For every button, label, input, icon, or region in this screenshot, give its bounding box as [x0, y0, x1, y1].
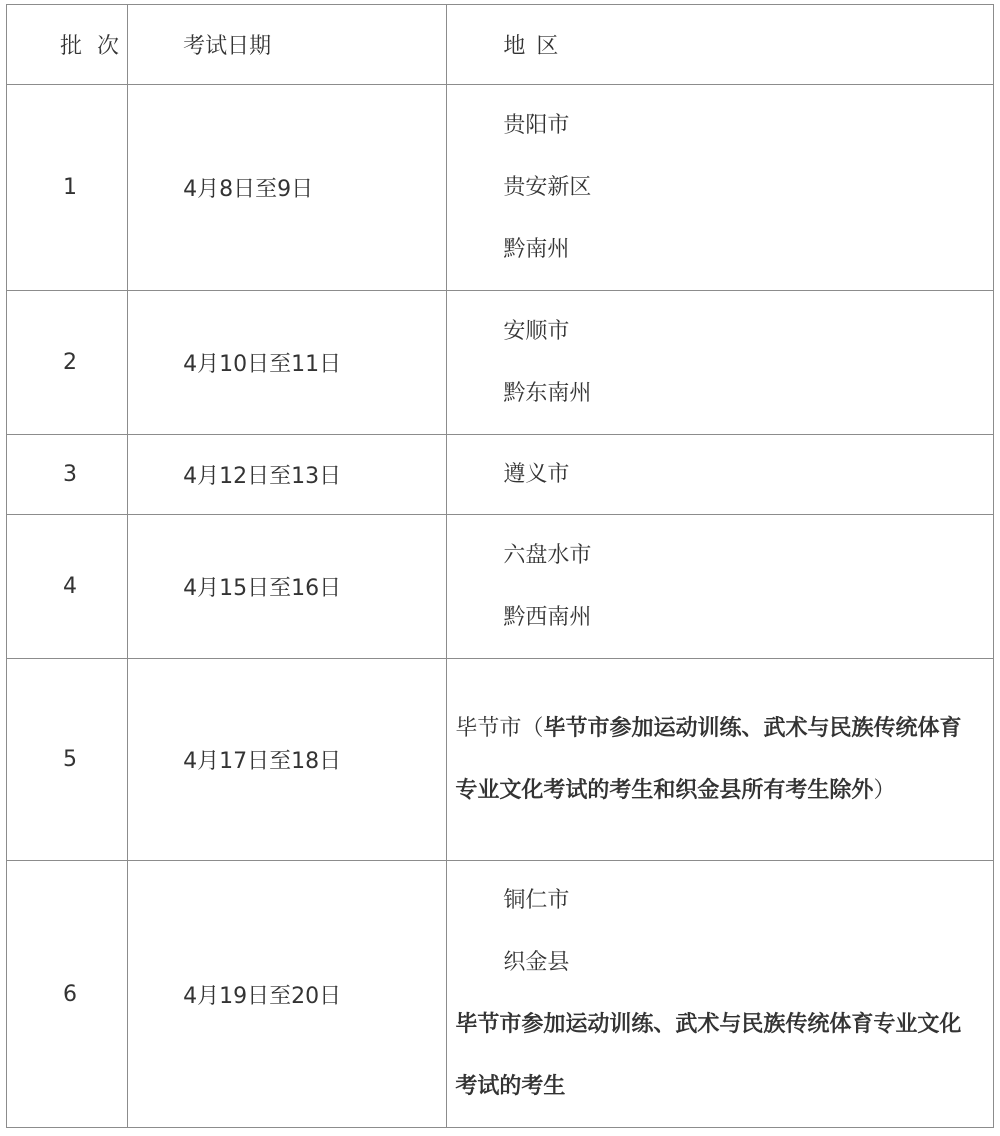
header-date: 考试日期 — [128, 5, 447, 85]
header-row — [7, 5, 994, 85]
header-region: 地 区 — [447, 5, 994, 85]
region-name: 黔西南州 — [503, 604, 592, 630]
region-suffix: ） — [873, 777, 896, 803]
region-cell — [447, 435, 994, 515]
region-name: 织金县 — [503, 950, 570, 975]
table-row — [7, 85, 994, 291]
region-cell — [447, 85, 994, 291]
region-cell — [447, 861, 994, 1128]
region-cell — [447, 659, 994, 861]
batch-number: 3 — [7, 435, 128, 515]
table-row — [7, 861, 994, 1128]
region-name: 铜仁市 — [503, 888, 570, 913]
table-row — [7, 659, 994, 861]
table-row — [7, 291, 994, 435]
region-prefix: 毕节市（ — [455, 715, 544, 741]
region-name: 贵阳市 — [503, 112, 570, 138]
region-name: 贵安新区 — [503, 174, 592, 200]
region-note — [455, 698, 979, 822]
exam-date: 4月8日至9日 — [128, 85, 447, 291]
region-note: 毕节市参加运动训练、武术与民族传统体育专业文化考试的考生 — [455, 1012, 962, 1099]
header-batch: 批 次 — [7, 5, 128, 85]
batch-number: 2 — [7, 291, 128, 435]
region-name: 六盘水市 — [503, 542, 592, 568]
region-name: 遵义市 — [503, 461, 570, 487]
batch-number: 6 — [7, 861, 128, 1128]
exam-date: 4月17日至18日 — [128, 659, 447, 861]
region-name: 安顺市 — [503, 318, 570, 344]
batch-number: 1 — [7, 85, 128, 291]
region-name: 黔东南州 — [503, 380, 592, 406]
exam-date: 4月12日至13日 — [128, 435, 447, 515]
table-row — [7, 515, 994, 659]
batch-number: 4 — [7, 515, 128, 659]
exam-date: 4月10日至11日 — [128, 291, 447, 435]
region-cell — [447, 515, 994, 659]
exam-date: 4月19日至20日 — [128, 861, 447, 1128]
table-row — [7, 435, 994, 515]
batch-number: 5 — [7, 659, 128, 861]
exam-date: 4月15日至16日 — [128, 515, 447, 659]
region-name: 黔南州 — [503, 236, 570, 262]
exam-schedule-table — [6, 4, 994, 1128]
region-cell — [447, 291, 994, 435]
region-exception: 毕节市参加运动训练、武术与民族传统体育专业文化考试的考生和织金县所有考生除外 — [455, 715, 962, 803]
